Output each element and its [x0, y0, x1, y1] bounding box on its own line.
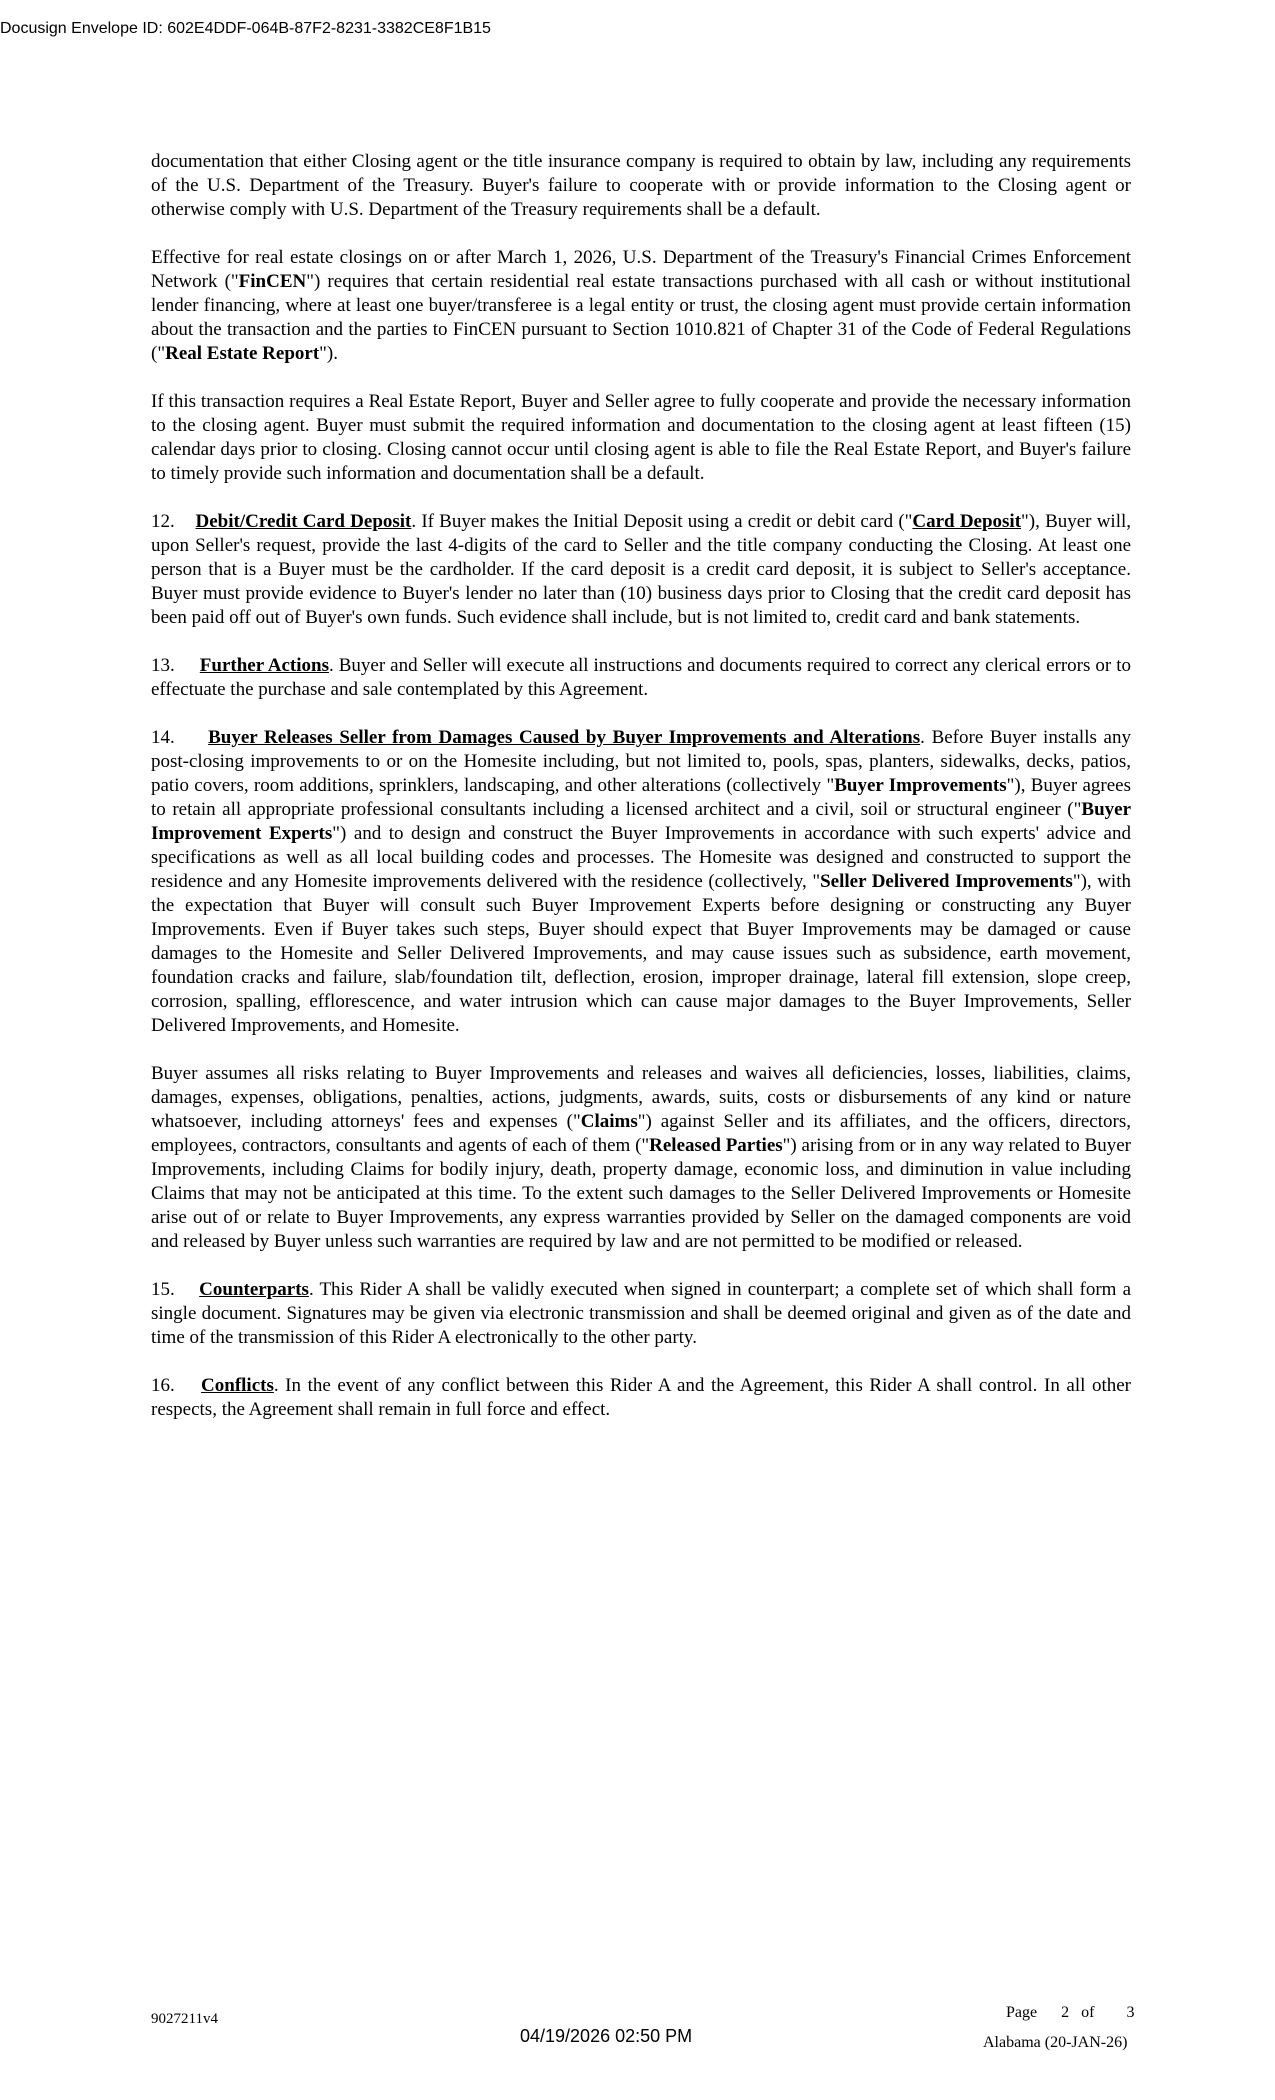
section-heading: Buyer Releases Seller from Damages Caused by Buyer Improvements and Alterations	[208, 727, 921, 748]
footer-form-state: Alabama (20-JAN-26)	[983, 2034, 1128, 2051]
footer-timestamp: 04/19/2026 02:50 PM	[520, 2026, 693, 2046]
section-number: 15.	[151, 1279, 175, 1300]
defined-term-buyer-improvements: Buyer Improvements	[834, 775, 1007, 796]
section-heading: Debit/Credit Card Deposit	[195, 511, 412, 532]
paragraph-text: Effective for real estate closings on or after March 1, 2026, U.S. Department of the Treasury's Financial Crimes Enforcement Network ("	[151, 247, 1131, 292]
section-14	[151, 726, 1131, 1038]
section-heading: Conflicts	[201, 1375, 274, 1396]
paragraph-real-estate-report	[151, 390, 1131, 486]
defined-term-released-parties: Released Parties	[649, 1135, 783, 1156]
paragraph-text: ").	[319, 343, 339, 364]
section-text: "), Buyer will, upon Seller's request, provide the last 4-digits of the card to Seller and the title company conducting the Closing. At least one person that is a Buyer must be the cardholder. If the card deposit is a credit card deposit, it is subject to Seller's acceptance. Buyer must provide evidence to Buyer's lender no later than (10) business days prior to Closing that the credit card deposit has been paid off out of Buyer's own funds. Such evidence shall include, but is not limited to, credit card and bank statements.	[151, 511, 1132, 628]
defined-term-claims: Claims	[580, 1111, 638, 1132]
section-text: . Buyer and Seller will execute all instructions and documents required to correct any clerical errors or to effectuate the purchase and sale contemplated by this Agreement.	[151, 655, 1132, 700]
section-number: 16.	[151, 1375, 175, 1396]
paragraph-text: ") arising from or in any way related to Buyer Improvements, including Claims for bodily injury, death, property damage, economic loss, and diminution in value including Claims that may not be anticipated at this time. To the extent such damages to the Seller Delivered Improvements or Homesite arise out of or relate to Buyer Improvements, any express warranties provided by Seller on the damaged components are void and released by Buyer unless such warranties are required by law and are not permitted to be modified or released.	[151, 1135, 1131, 1252]
section-text: . If Buyer makes the Initial Deposit using a credit or debit card ("	[411, 511, 913, 532]
defined-term-real-estate-report: Real Estate Report	[165, 343, 320, 364]
page-number: 2	[1061, 2004, 1070, 2021]
of-word: of	[1081, 2004, 1095, 2021]
document-body	[151, 150, 1131, 1446]
defined-term-seller-delivered-improvements: Seller Delivered Improvements	[820, 871, 1073, 892]
section-text: . Before Buyer installs any post-closing improvements to or on the Homesite including, but not limited to, pools, spas, planters, sidewalks, decks, patios, patio covers, room additions, sprinklers, landscaping, and other alterations (collectively "	[151, 727, 1131, 796]
paragraph-release-of-claims	[151, 1062, 1131, 1254]
section-13	[151, 654, 1131, 702]
footer-doc-id: 9027211v4	[151, 2011, 218, 2027]
footer-page-indicator	[1006, 2004, 1134, 2022]
section-heading: Further Actions	[199, 655, 329, 676]
paragraph-text: Buyer assumes all risks relating to Buyer Improvements and releases and waives all deficiencies, losses, liabilities, claims, damages, expenses, obligations, penalties, actions, judgments, awards, suits, costs or disbursements of any kind or nature whatsoever, including attorneys' fees and expenses ("	[151, 1063, 1131, 1132]
section-text: "), Buyer agrees to retain all appropriate professional consultants including a licensed architect and a civil, soil or structural engineer ("	[151, 775, 1131, 820]
section-number: 13.	[151, 655, 175, 676]
paragraph-treasury-default	[151, 150, 1131, 222]
page-total: 3	[1126, 2004, 1135, 2021]
section-text: . In the event of any conflict between this Rider A and the Agreement, this Rider A shall control. In all other respects, the Agreement shall remain in full force and effect.	[151, 1375, 1131, 1420]
defined-term-fincen: FinCEN	[238, 271, 307, 292]
section-15	[151, 1278, 1131, 1350]
defined-term-card-deposit: Card Deposit	[912, 511, 1022, 532]
defined-term-buyer-improvement-experts: Buyer Improvement Experts	[151, 799, 1131, 844]
paragraph-text: If this transaction requires a Real Estate Report, Buyer and Seller agree to fully cooperate and provide the necessary information to the closing agent. Buyer must submit the required information and documentation to the closing agent at least fifteen (15) calendar days prior to closing. Closing cannot occur until closing agent is able to file the Real Estate Report, and Buyer's failure to timely provide such information and documentation shall be a default.	[151, 391, 1131, 484]
section-12	[151, 510, 1131, 630]
section-16	[151, 1374, 1131, 1422]
paragraph-text: ") against Seller and its affiliates, and the officers, directors, employees, contractors, consultants and agents of each of them ("	[151, 1111, 1131, 1156]
section-text: . This Rider A shall be validly executed when signed in counterpart; a complete set of which shall form a single document. Signatures may be given via electronic transmission and shall be deemed original and given as of the date and time of the transmission of this Rider A electronically to the other party.	[151, 1279, 1131, 1348]
paragraph-text: ") requires that certain residential real estate transactions purchased with all cash or without institutional lender financing, where at least one buyer/transferee is a legal entity or trust, the closing agent must provide certain information about the transaction and the parties to FinCEN pursuant to Section 1010.821 of Chapter 31 of the Code of Federal Regulations ("	[151, 271, 1131, 364]
paragraph-text: documentation that either Closing agent or the title insurance company is required to obtain by law, including any requirements of the U.S. Department of the Treasury. Buyer's failure to cooperate with or provide information to the Closing agent or otherwise comply with U.S. Department of the Treasury requirements shall be a default.	[151, 151, 1131, 220]
section-number: 12.	[151, 511, 175, 532]
page-word: Page	[1006, 2004, 1038, 2021]
section-number: 14.	[151, 727, 175, 748]
docusign-envelope-id: Docusign Envelope ID: 602E4DDF-064B-87F2-8231-3382CE8F1B15	[0, 20, 491, 37]
section-text: "), with the expectation that Buyer will consult such Buyer Improvement Experts before designing or constructing any Buyer Improvements. Even if Buyer takes such steps, Buyer should expect that Buyer Improvements may be damaged or cause damages to the Homesite and Seller Delivered Improvements, and may cause issues such as subsidence, earth movement, foundation cracks and failure, slab/foundation tilt, deflection, erosion, improper drainage, lateral fill extension, slope creep, corrosion, spalling, efflorescence, and water intrusion which can cause major damages to the Buyer Improvements, Seller Delivered Improvements, and Homesite.	[151, 871, 1131, 1036]
paragraph-fincen	[151, 246, 1131, 366]
section-text: ") and to design and construct the Buyer Improvements in accordance with such experts' advice and specifications as well as all local building codes and processes. The Homesite was designed and constructed to support the residence and any Homesite improvements delivered with the residence (collectively, "	[151, 823, 1131, 892]
section-heading: Counterparts	[199, 1279, 309, 1300]
